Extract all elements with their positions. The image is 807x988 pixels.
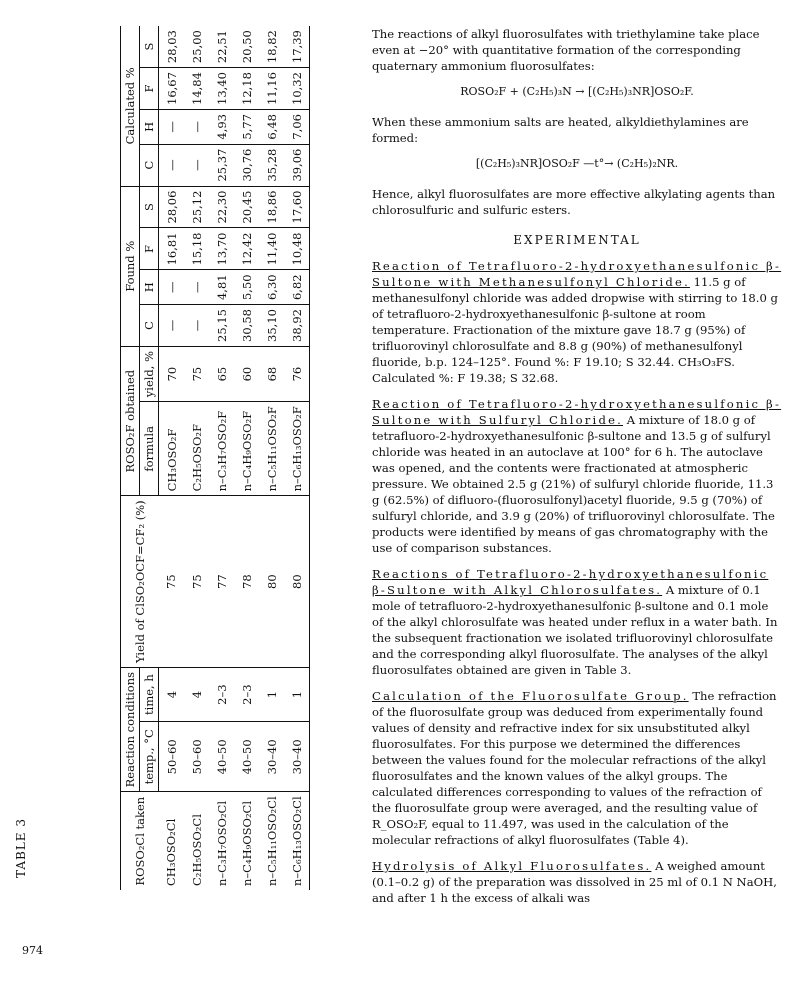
cell-found-c: 38,92 bbox=[284, 305, 310, 347]
col-yield-of: Yield of ClSO₂OCF=CF₂ (%) bbox=[121, 496, 159, 668]
subsection-body: A weighed amount (0.1–0.2 g) of the preparation was dissolved in 25 ml of 0.1 N NaOH, and after 1 h the excess of alkali was bbox=[372, 859, 777, 905]
table-3 bbox=[8, 28, 348, 918]
cell-found-h: — bbox=[184, 270, 209, 305]
cell-calc-c: — bbox=[159, 144, 185, 186]
cell-yield: 75 bbox=[184, 346, 209, 401]
table-row bbox=[184, 26, 209, 890]
experiment-paragraph bbox=[372, 688, 782, 848]
table-rotated-body bbox=[120, 30, 345, 890]
cell-formula: n–C₃H₇OSO₂F bbox=[209, 402, 234, 496]
col-found-f: F bbox=[140, 228, 159, 270]
col-calc-s: S bbox=[140, 26, 159, 67]
cell-time: 2–3 bbox=[234, 667, 259, 721]
cell-found-h: 6,82 bbox=[284, 270, 310, 305]
col-calc-f: F bbox=[140, 68, 159, 110]
cell-calc-h: 6,48 bbox=[259, 110, 284, 145]
cell-taken: n–C₆H₁₃OSO₂Cl bbox=[284, 792, 310, 890]
cell-calc-h: — bbox=[159, 110, 185, 145]
cell-time: 4 bbox=[159, 667, 185, 721]
equation: ROSO₂F + (C₂H₅)₃N → [(C₂H₅)₃NR]OSO₂F. bbox=[460, 85, 694, 98]
text-column bbox=[372, 26, 782, 916]
cell-found-f: 13,70 bbox=[209, 228, 234, 270]
table-row bbox=[209, 26, 234, 890]
cell-found-f: 11,40 bbox=[259, 228, 284, 270]
col-group-reaction-conditions: Reaction conditions bbox=[121, 667, 140, 791]
equation: [(C₂H₅)₃NR]OSO₂F —t°→ (C₂H₅)₂NR. bbox=[475, 157, 679, 170]
cell-found-h: 4,81 bbox=[209, 270, 234, 305]
cell-found-f: 16,81 bbox=[159, 228, 185, 270]
cell-yield: 70 bbox=[159, 346, 185, 401]
col-group-calculated: Calculated % bbox=[121, 26, 140, 186]
experiment-paragraph bbox=[372, 566, 782, 678]
cell-time: 2–3 bbox=[209, 667, 234, 721]
cell-found-h: 5,50 bbox=[234, 270, 259, 305]
cell-temp: 40–50 bbox=[209, 722, 234, 792]
cell-temp: 40–50 bbox=[234, 722, 259, 792]
table-row bbox=[159, 26, 185, 890]
cell-found-s: 28,06 bbox=[159, 186, 185, 228]
cell-calc-h: 7,06 bbox=[284, 110, 310, 145]
cell-found-s: 20,45 bbox=[234, 186, 259, 228]
cell-calc-c: 30,76 bbox=[234, 144, 259, 186]
subsection-body: The refraction of the fluorosulfate group was deduced from experimentally found values of density and refractive index for six unsubstituted alkyl fluorosulfates. For this purpose we determined the differences between the values found for the molecular refractions of the alkyl fluorosulfates and the known values of the alkyl groups. The calculated differences corresponding to values of the refraction of the fluorosulfate group were averaged, and the resulting value of R_OSO₂F, equal to 11.497, was used in the calculation of the molecular refractions of alkyl fluorosulfates (Table 4). bbox=[372, 689, 777, 847]
cell-found-f: 12,42 bbox=[234, 228, 259, 270]
cell-found-s: 25,12 bbox=[184, 186, 209, 228]
col-found-h: H bbox=[140, 270, 159, 305]
cell-yield-of: 75 bbox=[159, 496, 185, 668]
cell-time: 1 bbox=[259, 667, 284, 721]
cell-formula: C₂H₅OSO₂F bbox=[184, 402, 209, 496]
cell-found-s: 18,86 bbox=[259, 186, 284, 228]
cell-formula: CH₃OSO₂F bbox=[159, 402, 185, 496]
cell-calc-f: 14,84 bbox=[184, 68, 209, 110]
table-row bbox=[259, 26, 284, 890]
cell-calc-s: 17,39 bbox=[284, 26, 310, 67]
cell-calc-f: 12,18 bbox=[234, 68, 259, 110]
cell-calc-s: 20,50 bbox=[234, 26, 259, 67]
cell-calc-h: 4,93 bbox=[209, 110, 234, 145]
paragraph: Hence, alkyl fluorosulfates are more effective alkylating agents than chlorosulfuric and sulfuric esters. bbox=[372, 187, 776, 217]
cell-yield-of: 75 bbox=[184, 496, 209, 668]
col-calc-h: H bbox=[140, 110, 159, 145]
subsection-title: Reaction of Tetrafluoro-2-hydroxyethanesulfonic β-Sultone with Methanesulfonyl Chloride. bbox=[372, 259, 782, 289]
col-yield: yield, % bbox=[140, 346, 159, 401]
cell-found-h: 6,30 bbox=[259, 270, 284, 305]
cell-calc-f: 13,40 bbox=[209, 68, 234, 110]
cell-found-f: 10,48 bbox=[284, 228, 310, 270]
cell-calc-c: — bbox=[184, 144, 209, 186]
cell-calc-h: 5,77 bbox=[234, 110, 259, 145]
cell-calc-c: 35,28 bbox=[259, 144, 284, 186]
cell-found-c: — bbox=[184, 305, 209, 347]
subsection-title: Hydrolysis of Alkyl Fluorosulfates. bbox=[372, 859, 652, 873]
cell-taken: n–C₄H₉OSO₂Cl bbox=[239, 800, 254, 886]
cell-yield-of: 77 bbox=[209, 496, 234, 668]
subsection-body: 11.5 g of methanesulfonyl chloride was added dropwise with stirring to 18.0 g of tetrafluoro-2-hydroxyethanesulfonic β-sultone at room temperature. Fractionation of the mixture gave 18.7 g (95%) of trifluorovinyl chlorosulfate and 8.8 g (90%) of methanesulfonyl fluoride, b.p. 124–125°. Found %: F 19.10; S 32.44. CH₃O₃FS. Calculated %: F 19.38; S 32.68. bbox=[372, 275, 778, 385]
experiment-paragraph bbox=[372, 858, 782, 906]
cell-formula: n–C₅H₁₁OSO₂F bbox=[259, 402, 284, 496]
cell-formula: n–C₄H₉OSO₂F bbox=[234, 402, 259, 496]
cell-calc-c: 39,06 bbox=[284, 144, 310, 186]
cell-calc-f: 16,67 bbox=[159, 68, 185, 110]
cell-time: 4 bbox=[184, 667, 209, 721]
experiment-paragraph bbox=[372, 396, 782, 556]
experiment-paragraph bbox=[372, 258, 782, 386]
cell-calc-s: 25,00 bbox=[184, 26, 209, 67]
table-row bbox=[284, 26, 310, 890]
cell-calc-s: 22,51 bbox=[209, 26, 234, 67]
cell-calc-s: 28,03 bbox=[159, 26, 185, 67]
cell-found-c: 35,10 bbox=[259, 305, 284, 347]
col-found-s: S bbox=[140, 186, 159, 228]
cell-temp: 50–60 bbox=[159, 722, 185, 792]
cell-yield-of: 80 bbox=[259, 496, 284, 668]
cell-formula: n–C₆H₁₃OSO₂F bbox=[284, 402, 310, 496]
cell-temp: 30–40 bbox=[284, 722, 310, 792]
cell-time: 1 bbox=[284, 667, 310, 721]
col-roso2cl-taken: ROSO₂Cl taken bbox=[121, 792, 159, 890]
cell-temp: 30–40 bbox=[259, 722, 284, 792]
cell-yield: 76 bbox=[284, 346, 310, 401]
cell-found-h: — bbox=[159, 270, 185, 305]
cell-yield: 65 bbox=[209, 346, 234, 401]
cell-found-s: 22,30 bbox=[209, 186, 234, 228]
cell-calc-f: 11,16 bbox=[259, 68, 284, 110]
cell-taken: n–C₃H₇OSO₂Cl bbox=[214, 800, 229, 886]
cell-yield-of: 78 bbox=[234, 496, 259, 668]
col-formula: formula bbox=[140, 402, 159, 496]
subsection-body: A mixture of 0.1 mole of tetrafluoro-2-hydroxyethanesulfonic β-sultone and 0.1 mole of the alkyl chlorosulfate was heated under reflux in a water bath. In the subsequent fractionation we isolated trifluorovinyl chlorosulfate and the corresponding alkyl fluorosulfate. The analyses of the alkyl fluorosulfates obtained are given in Table 3. bbox=[372, 583, 778, 677]
col-found-c: C bbox=[140, 305, 159, 347]
cell-yield: 68 bbox=[259, 346, 284, 401]
cell-found-c: — bbox=[159, 305, 185, 347]
cell-found-c: 25,15 bbox=[209, 305, 234, 347]
cell-found-f: 15,18 bbox=[184, 228, 209, 270]
col-temp: temp., °C bbox=[140, 722, 159, 792]
cell-calc-s: 18,82 bbox=[259, 26, 284, 67]
cell-found-s: 17,60 bbox=[284, 186, 310, 228]
subsection-title: Calculation of the Fluorosulfate Group. bbox=[372, 689, 689, 703]
page-number: 974 bbox=[22, 944, 43, 957]
subsection-body: A mixture of 18.0 g of tetrafluoro-2-hydroxyethanesulfonic β-sultone and 13.5 g of sulfuryl chloride was heated in an autoclave at 100° for 6 h. The autoclave was opened, and the contents were fractionated at atmospheric pressure. We obtained 2.5 g (21%) of sulfuryl chloride fluoride, 11.3 g (62.5%) of difluoro-(fluorosulfonyl)acetyl fluoride, 9.5 g (70%) of sulfuryl chloride, and 3.9 g (20%) of trifluorovinyl chlorosulfate. The products were identified by means of gas chromatography with the use of comparison substances. bbox=[372, 413, 775, 555]
subsection-title: Reaction of Tetrafluoro-2-hydroxyethanesulfonic β-Sultone with Sulfuryl Chloride. bbox=[372, 397, 782, 427]
cell-found-c: 30,58 bbox=[234, 305, 259, 347]
paragraph: The reactions of alkyl fluorosulfates with triethylamine take place even at −20° with quantitative formation of the corresponding quaternary ammonium fluorosulfates: bbox=[372, 27, 760, 73]
subsection-title: Reactions of Tetrafluoro-2-hydroxyethanesulfonic β-Sultone with Alkyl Chlorosulfates. bbox=[372, 567, 769, 597]
col-calc-c: C bbox=[140, 144, 159, 186]
data-table bbox=[120, 26, 310, 890]
col-group-found: Found % bbox=[121, 186, 140, 346]
cell-calc-f: 10,32 bbox=[284, 68, 310, 110]
cell-taken: CH₃OSO₂Cl bbox=[164, 818, 179, 886]
cell-temp: 50–60 bbox=[184, 722, 209, 792]
cell-yield-of: 80 bbox=[284, 496, 310, 668]
col-time: time, h bbox=[140, 667, 159, 721]
col-group-roso2f-obtained: ROSO₂F obtained bbox=[121, 346, 140, 495]
section-heading: EXPERIMENTAL bbox=[513, 233, 641, 247]
table-label: TABLE 3 bbox=[14, 817, 28, 878]
cell-calc-h: — bbox=[184, 110, 209, 145]
cell-yield: 60 bbox=[234, 346, 259, 401]
cell-taken: C₂H₅OSO₂Cl bbox=[189, 814, 204, 886]
cell-calc-c: 25,37 bbox=[209, 144, 234, 186]
table-row bbox=[234, 26, 259, 890]
paragraph: When these ammonium salts are heated, alkyldiethylamines are formed: bbox=[372, 115, 749, 145]
cell-taken: n–C₅H₁₁OSO₂Cl bbox=[264, 796, 279, 886]
